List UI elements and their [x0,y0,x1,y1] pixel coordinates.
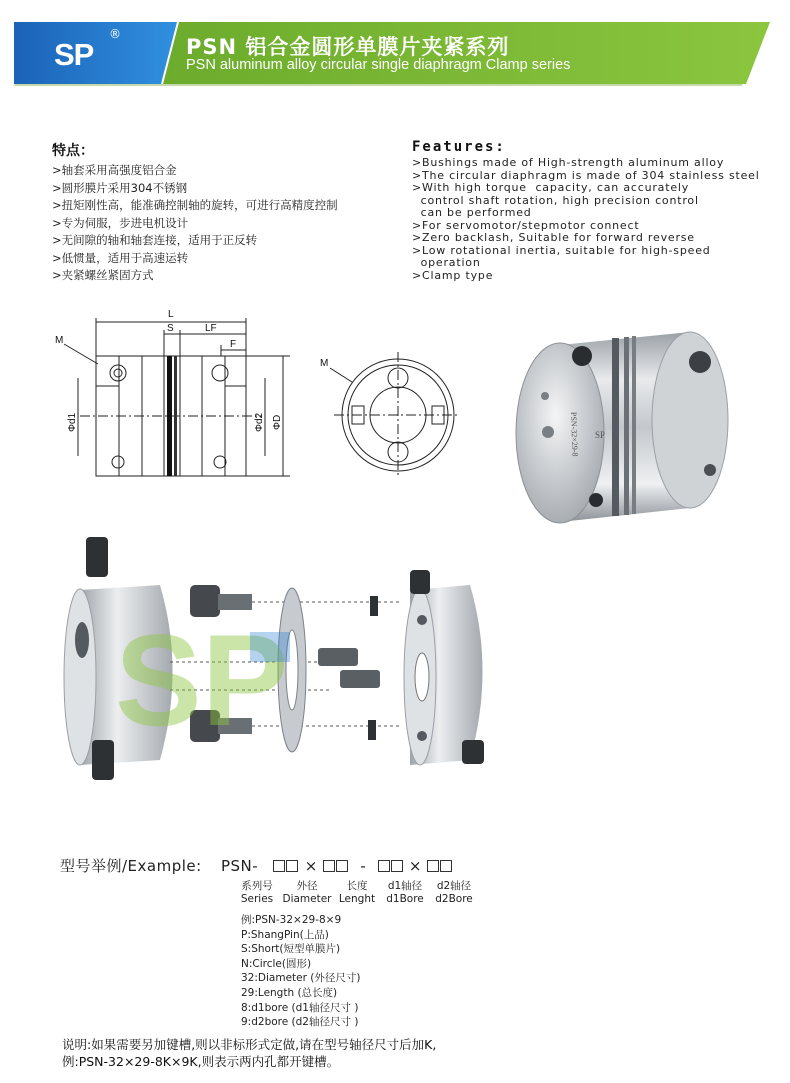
example-line [60,855,453,876]
feature-en-item: >Bushings made of High-strength aluminum alloy [412,156,725,169]
example-detail-item: 8:d1bore (d1轴径尺寸 ) [241,1001,359,1014]
page-title-cn: PSN 铝合金圆形单膜片夹紧系列 [186,35,510,59]
features-cn-heading: 特点： [52,143,94,159]
feature-cn-item: >无间隙的轴和轴套连接，适用于正反转 [52,233,258,247]
label-d2bore: d2轴径 d2Bore [435,880,473,905]
feature-cn-item: >轴套采用高强度铝合金 [52,163,177,177]
dim-d2: Φd2 [254,412,265,432]
note-line-1: 说明:如果需要另加键槽,则以非标形式定做,请在型号轴径尺寸后加K, [62,1037,437,1052]
feature-en-item: >With high torque capacity, can accurately [412,181,690,194]
sp-watermark: SP [115,607,289,753]
feature-cn-item: >圆形膜片采用304不锈钢 [52,180,188,195]
dim-L: L [168,309,174,320]
feature-en-item: >Clamp type [412,268,494,282]
feature-en-item: >Zero backlash, Suitable for forward reverse [412,231,695,244]
side-view-drawing [40,300,310,500]
page-title-en: PSN aluminum alloy circular single diaphragm Clamp series [186,57,571,73]
example-detail-item: 32:Diameter (外径尺寸) [241,972,361,985]
features-en-list [412,157,782,282]
example-dash: - [360,857,367,875]
dim-S: S [167,323,174,334]
features-en-heading: Features: [412,139,506,155]
product-engraving: PSN-32×29-8 [569,411,580,457]
feature-en-item: >Low rotational inertia, suitable for high-speed [412,243,711,257]
label-series: 系列号 Series [240,880,274,905]
example-detail-item: S:Short(短型单膜片) [241,943,341,956]
exploded-view [60,530,520,820]
example-model: PSN- [220,857,259,875]
dim-LF: LF [205,323,217,334]
example-details [241,913,360,1030]
feature-en-item: >The circular diaphragm is made of 304 stainless steel [412,168,760,182]
example-detail-item: N:Circle(圆形) [241,957,312,970]
feature-en-item: control shaft rotation, high precision control [412,193,699,207]
keyway-note [62,1036,436,1070]
dim-D: ΦD [272,414,283,430]
feature-en-item: can be performed [412,206,532,219]
product-logo: SP [595,430,606,440]
label-diameter: 外径 Diameter [282,880,332,905]
dim-M-front: M [320,358,329,369]
example-prefix: 型号举例/Example: [60,857,202,875]
example-detail-item: P:ShangPin(上品) [241,928,329,941]
dim-M: M [55,335,64,346]
feature-cn-item: >夹紧螺丝紧固方式 [52,268,154,282]
dim-d1: Φd1 [67,412,78,432]
product-photo [510,320,740,530]
example-sep: × [408,857,422,875]
example-detail-item: 例:PSN-32×29-8×9 [241,914,342,926]
feature-cn-item: >专为伺服，步进电机设计 [52,215,189,230]
label-d1bore: d1轴径 d1Bore [386,880,424,905]
feature-en-item: operation [412,256,481,269]
example-detail-item: 9:d2bore (d2轴径尺寸 ) [241,1016,359,1029]
front-view-drawing [310,345,460,480]
label-length: 长度 Lenght [338,880,376,905]
feature-cn-item: >低惯量，适用于高速运转 [52,250,189,265]
feature-en-item: >For servomotor/stepmotor connect [412,218,640,232]
dim-F: F [230,339,237,350]
example-sep: × [304,857,318,875]
feature-cn-item: >扭矩刚性高，能准确控制轴的旋转，可进行高精度控制 [52,198,338,212]
features-cn-list [52,162,338,285]
example-detail-item: 29:Length (总长度) [241,986,338,999]
sp-logo: SP [54,37,94,72]
note-line-2: 例:PSN-32×29-8K×9K,则表示两内孔都开键槽。 [62,1054,340,1069]
registered-mark: ® [109,27,121,41]
